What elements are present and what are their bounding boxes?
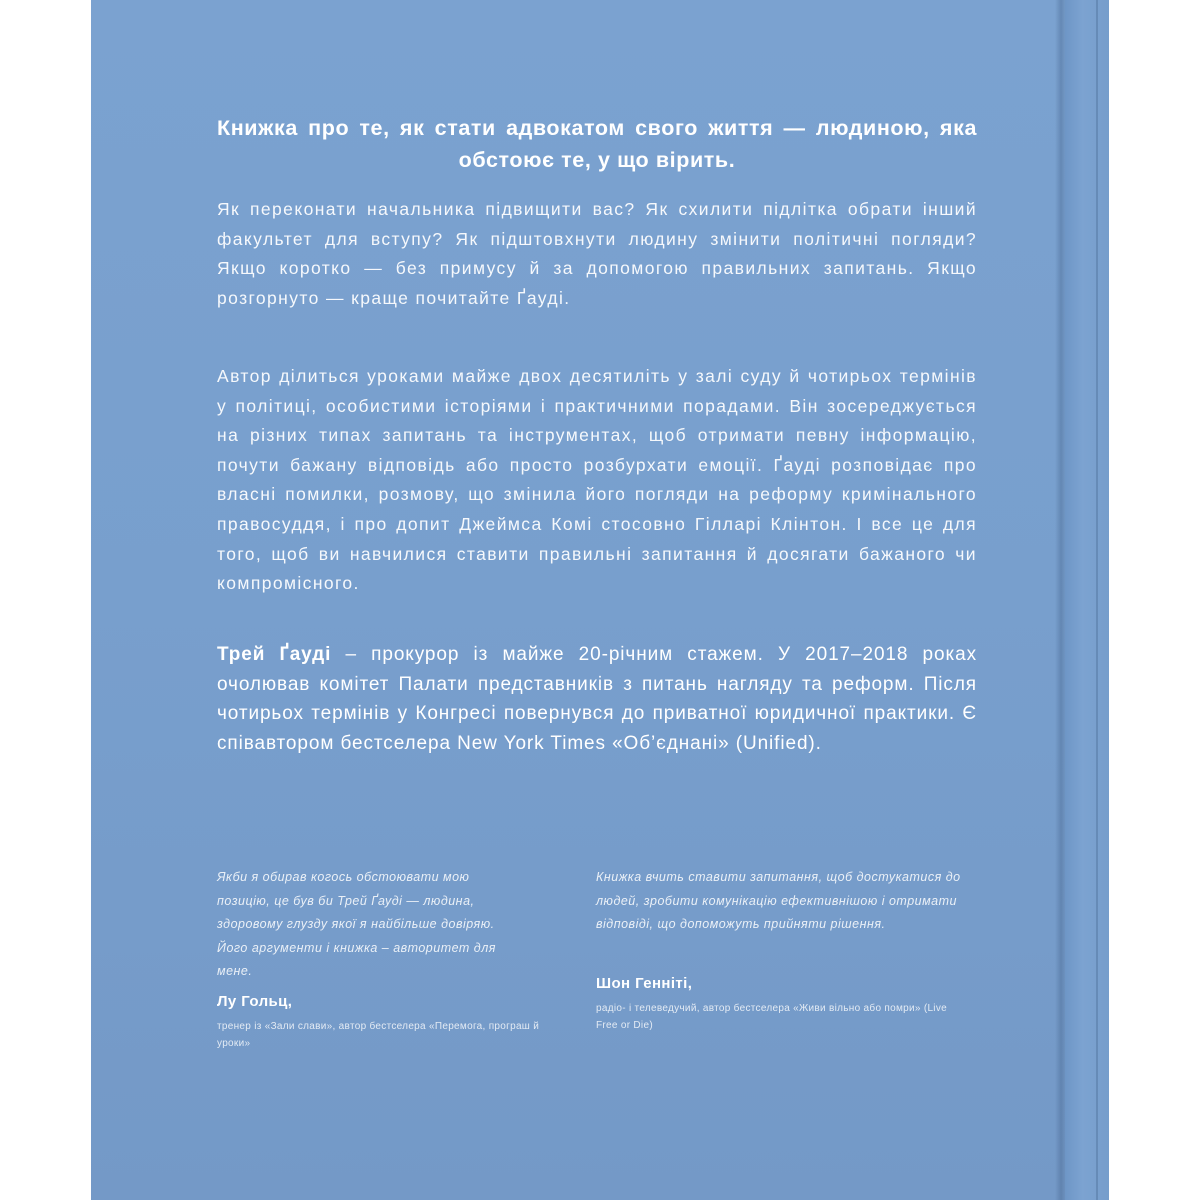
blurb-author-desc-left: тренер із «Зали слави», автор бестселера «Перемога, програш й уроки» (217, 1021, 540, 1049)
headline: Книжка про те, як стати адвокатом свого життя — людиною, яка обстоює те, у що вірить. (217, 116, 977, 172)
author-bio (217, 640, 977, 758)
description-paragraph-1: Як переконати начальника підвищити вас? Як схилити підлітка обрати інший факультет для вступу? Як підштовхнути людину змінити політичні погляди? Якщо коротко — без примусу й за допомогою правильних запитань. Якщо розгорнуто — краще почитайте Ґауді. (217, 199, 977, 308)
blurb-quote-right: Книжка вчить ставити запитання, щоб достукатися до людей, зробити комунікацію ефективнішою і отримати відповіді, що допоможуть прийняти рішення. (596, 870, 961, 931)
author-bio-text: – прокурор із майже 20-річним стажем. У 2017–2018 роках очолював комітет Палати представників з питань нагляду та реформ. Після чотирьох термінів у Конгресі повернувся до приватної юридичної практики. Є співавтором бестселера New York Times «Об’єднані» (Unified). (217, 644, 977, 754)
author-name: Трей Ґауді (217, 644, 332, 665)
spine-shadow (1055, 0, 1065, 1200)
blurb-quote-left: Якби я обирав когось обстоювати мою позицію, це був би Трей Ґауді — людина, здоровому глузду якої я найбільше довіряю. Його аргументи і книжка – авторитет для мене. (217, 870, 496, 978)
spine-hinge-line (1096, 0, 1098, 1200)
blurb-author-right: Шон Генніті, (596, 975, 693, 992)
book-spine (1065, 0, 1109, 1200)
blurb-author-desc-right: радіо- і телеведучий, автор бестселера «Живи вільно або помри» (Live Free or Die) (596, 1003, 947, 1031)
blurb-author-left: Лу Гольц, (217, 993, 293, 1010)
description-paragraph-2: Автор ділиться уроками майже двох десятиліть у залі суду й чотирьох термінів у політиці, особистими історіями і практичними порадами. Він зосереджується на різних типах запитань та інструментах, щоб отримати певну інформацію, почути бажану відповідь або просто розбурхати емоції. Ґауді розповідає про власні помилки, розмову, що змінила його погляди на реформу кримінального правосуддя, і про допит Джеймса Комі стосовно Гілларі Клінтон. І все це для того, щоб ви навчилися ставити правильні запитання й досягати бажаного чи компромісного. (217, 366, 977, 594)
